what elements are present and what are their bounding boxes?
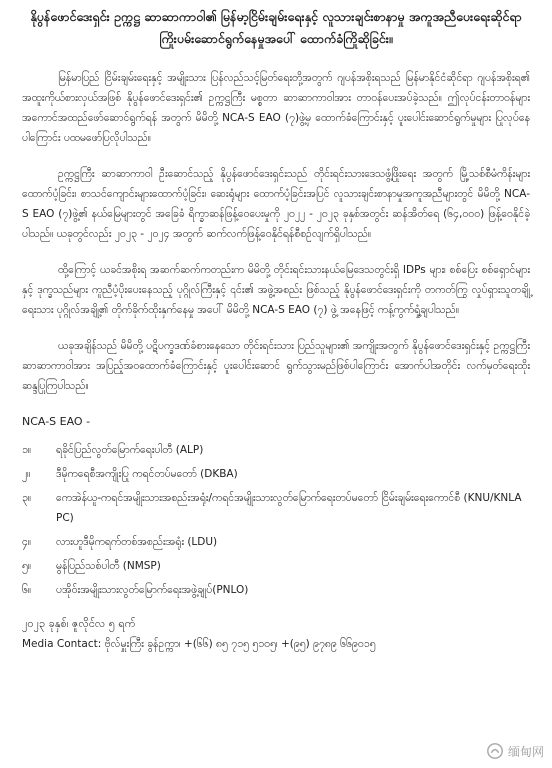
organization-name: ကေအဲန်ယူ-ကရင်အမျိုးသားအစည်းအရုံး/ကရင်အမျိုးသားလွတ်မြောက်ရေးတပ်မတော် ငြိမ်းချမ်းရေးကောင်စီ (KNU/KNLA PC) <box>56 492 522 524</box>
statement-date: ၂၀၂၃ ခုနှစ်၊ ဇူလိုင်လ ၅ ရက် <box>22 617 136 630</box>
watermark-logo-icon <box>486 742 504 760</box>
organization-number: ၆။ <box>22 584 32 596</box>
watermark-text: 缅甸网 <box>507 744 544 759</box>
organization-number: ၃။ <box>22 492 32 504</box>
organization-number: ၂။ <box>22 468 31 480</box>
organization-number: ၅။ <box>22 560 32 572</box>
organization-item <box>22 556 530 576</box>
organization-number: ၁။ <box>22 444 32 456</box>
organization-name: ရခိုင်ပြည်လွတ်မြောက်ရေးပါတီ (ALP) <box>56 444 204 456</box>
paragraph-2: ဥက္ကဋ္ဌကြီး ဆာဆာကာဝါ ဦးဆောင်သည့် နိုပွန်ဖောင်ဒေးရှင်းသည် တိုင်းရင်းသားဒေသဖွံ့ဖြိုးရေး အတွက် မြို့သစ်စီမံကိန်းများထောက်ပံ့ခြင်း၊ စာသင်ကျောင်းများထောက်ပံ့ခြင်း၊ ဆေးရုံများ ထောက်ပံ့ခြင်းအပြင် လူသားချင်းစာနာမှုအကူအညီများတွင် မိမိတို့ NCA-S EAO (၇)ဖွဲ့၏ နယ်မြေများတွင် အခြေခံ ရိက္ခာဆန်ဖြန့်ဝေပေးမှုကို ၂၀၂၂ - ၂၀၂၃ ခုနှစ်အတွင်း ဆန်အိတ်ရေ (၆၄,၀၀၀) ဖြန့်ဝေနိုင်ခဲ့ပါသည်။ ယခုတွင်လည်း ၂၀၂၃ - ၂၀၂၄ အတွက် ဆက်လက်ဖြန့်ဝေနိုင်ရန်စီစဉ်လျက်ရှိပါသည်။ <box>22 168 530 240</box>
org-list-heading: NCA-S EAO - <box>22 415 91 428</box>
statement-title: နိုပွန်ဖောင်ဒေးရှင်း ဥက္ကဋ္ဌ ဆာဆာကာဝါ၏ မြန်မာ့ငြိမ်းချမ်းရေးနှင့် လူသားချင်းစာနာမှု အကူအညီပေးရေးဆိုင်ရာ ကြိုးပမ်းဆောင်ရွက်နေမှုအပေါ် ထောက်ခံကြိုဆိုခြင်း။ <box>30 9 522 46</box>
organization-item <box>22 580 530 600</box>
organization-number: ၄။ <box>22 536 32 548</box>
organization-name: ဒီမိုကရေစီအကျိုးပြု ကရင်တပ်မတော် (DKBA) <box>56 468 238 480</box>
paragraph-3: ထို့ကြောင့် ယခင်အစိုးရ အဆက်ဆက်ကတည်းက မိမိတို့ တိုင်းရင်းသားနယ်မြေဒေသတွင်းရှိ IDPs များ၊ စစ်ပြေး စစ်ရှောင်များနှင့် ဒုက္ခသည်များ ကူညီပံ့ပိုးပေးနေသည့် ပုဂ္ဂိုလ်ကြီးနှင့် ၎င်း၏ အဖွဲ့အစည်း ဖြစ်သည့် နိုပွန်ဖောင်ဒေးရှင်းကို တကတ်ကြွ လှုပ်ရှားသူတချို့ရေးသား ပုဂ္ဂိုလ်အချို့၏ တိုက်ခိုက်ထိုးနှက်နေမှု အပေါ် မိမိတို့ NCA-S EAO (၇) ဖွဲ့ အနေဖြင့် ကန့်ကွက်ရှုံ့ချပါသည်။ <box>22 264 530 316</box>
organization-item <box>22 532 530 552</box>
organization-list <box>22 440 530 600</box>
paragraph-1: မြန်မာပြည် ငြိမ်းချမ်းရေးနှင့် အမျိုးသား ပြန်လည်သင့်မြတ်ရေးတို့အတွက် ဂျပန်အစိုးရသည် မြန်မာနိုင်ငံဆိုင်ရာ ဂျပန်အစိုးရ၏ အထူးကိုယ်စားလှယ်အဖြစ် နိုပွန်ဖောင်ဒေးရှင်း၏ ဥက္ကဋ္ဌကြီး မစ္စတာ ဆာဆာကာဝါအား တာဝန်ပေးအပ်ခဲ့သည်။ ဤလုပ်ငန်းတာဝန်များ အကောင်အထည်ဖော်ဆောင်ရွက်ရန် အတွက် မိမိတို့ NCA-S EAO (၇)ဖွဲ့မှ ထောက်ခံကြောင်းနှင့် ပူးပေါင်းဆောင်ရွက်မှုများ ပြုလုပ်နေပါကြောင်း ပထမဖော်ပြလိုပါသည်။ <box>22 72 530 144</box>
organization-item <box>22 464 530 484</box>
organization-item <box>22 488 530 528</box>
watermark <box>486 742 544 760</box>
organization-name: ပအိုဝ်းအမျိုးသားလွတ်မြောက်ရေးအဖွဲ့ချုပ်(PNLO) <box>56 584 249 596</box>
organization-item <box>22 440 530 460</box>
paragraph-4: ယခုအချိန်သည် မိမိတို့ ပဋိပက္ခဒဏ်ခံစားနေသော တိုင်းရင်းသား ပြည်သူများ၏ အကျိုးအတွက် နိုပွန်ဖောင်ဒေးရှင်းနှင့် ဥက္ကဋ္ဌကြီးဆာဆာကာဝါအား အပြည့်အဝထောက်ခံကြောင်းနှင့် ပူးပေါင်းဆောင် ရွက်သွားမည်ဖြစ်ပါကြောင်း အောက်ပါအတိုင်း လက်မှတ်ရေးထိုးဆန္ဒပြုကြပါသည်။ <box>22 340 530 392</box>
media-contact: Media Contact: ဗိုလ်မှူးကြီး ခွန်ဥက္ကာ၊ +(၆၆) ၈၅ ၇၁၅ ၅၁၀၅၊ +(၉၅) ၉၇၈၉ ၆၆၉၀၁၅ <box>22 638 376 650</box>
organization-name: မွန်ပြည်သစ်ပါတီ (NMSP) <box>56 560 161 572</box>
organization-name: လားဟူဒီမိုကရက်တစ်အစည်းအရုံး (LDU) <box>56 536 218 548</box>
